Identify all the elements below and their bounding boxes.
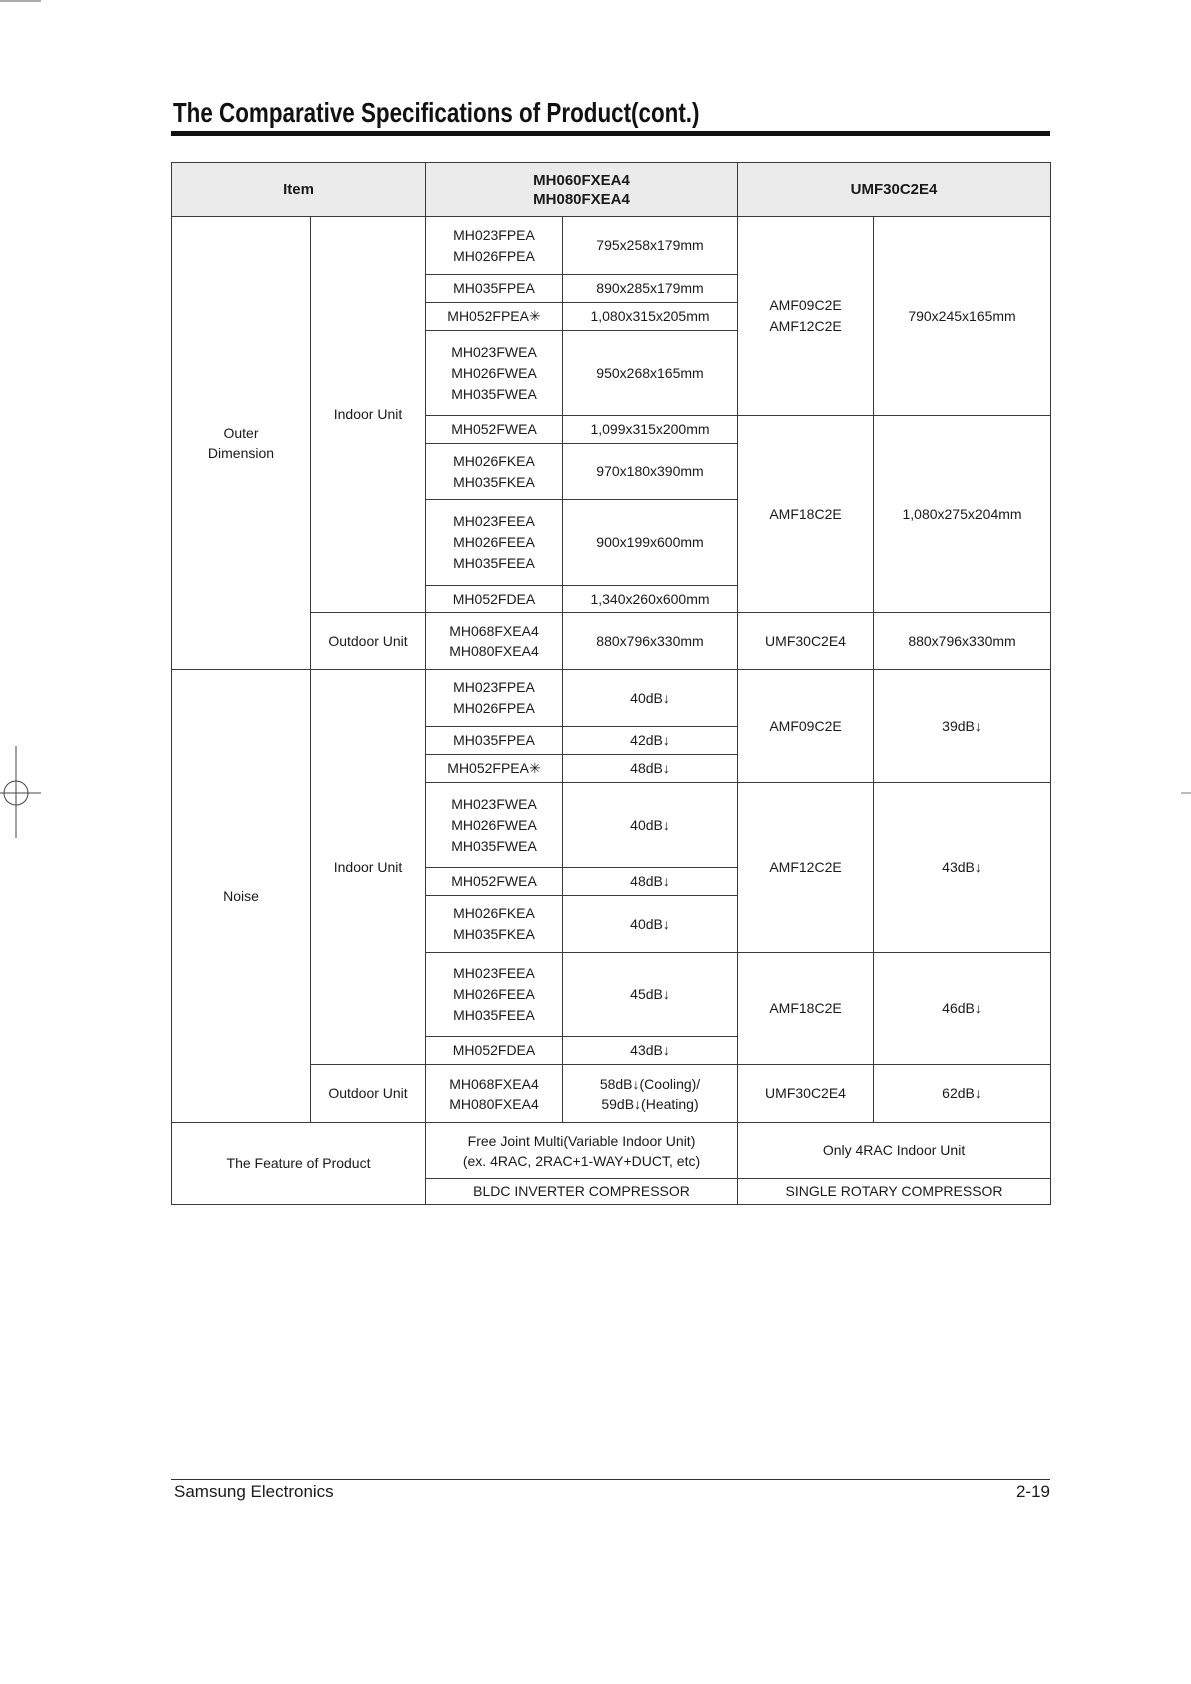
samsung-dimension-cell: 890x285x179mm (563, 275, 738, 303)
samsung-dimension-cell: 970x180x390mm (563, 444, 738, 500)
competitor-noise-cell: 43dB↓ (874, 783, 1051, 953)
samsung-dimension-cell: 1,080x315x205mm (563, 303, 738, 331)
competitor-model-cell: UMF30C2E4 (738, 613, 874, 670)
samsung-model-cell: MH023FWEA MH026FWEA MH035FWEA (426, 331, 563, 416)
samsung-model-cell: MH052FWEA (426, 416, 563, 444)
table-row (172, 217, 1051, 275)
samsung-dimension-cell: 1,099x315x200mm (563, 416, 738, 444)
header-item: Item (172, 163, 426, 217)
samsung-model-cell: MH026FKEA MH035FKEA (426, 444, 563, 500)
samsung-noise-cell: 40dB↓ (563, 783, 738, 868)
competitor-dimension-cell: 790x245x165mm (874, 217, 1051, 416)
unit-type-label-outdoor: Outdoor Unit (311, 1065, 426, 1123)
samsung-dimension-cell: 1,340x260x600mm (563, 586, 738, 613)
footer-page-number: 2-19 (1015, 1482, 1050, 1501)
samsung-model-cell: MH052FWEA (426, 868, 563, 896)
samsung-model-cell: MH023FEEA MH026FEEA MH035FEEA (426, 500, 563, 586)
samsung-model-cell: MH023FEEA MH026FEEA MH035FEEA (426, 953, 563, 1037)
competitor-noise-cell: 62dB↓ (874, 1065, 1051, 1123)
samsung-dimension-cell: 900x199x600mm (563, 500, 738, 586)
competitor-noise-cell: 39dB↓ (874, 670, 1051, 783)
unit-type-label-indoor: Indoor Unit (311, 670, 426, 1065)
samsung-noise-cell: 40dB↓ (563, 896, 738, 953)
table-row (172, 670, 1051, 727)
samsung-model-cell: MH052FPEA✳ (426, 303, 563, 331)
header-competitor-model: UMF30C2E4 (738, 163, 1051, 217)
samsung-feature-cell: Free Joint Multi(Variable Indoor Unit) (ex. 4RAC, 2RAC+1-WAY+DUCT, etc) (426, 1123, 738, 1179)
samsung-model-cell: MH023FPEA MH026FPEA (426, 670, 563, 727)
competitor-feature-cell: SINGLE ROTARY COMPRESSOR (738, 1179, 1051, 1205)
samsung-noise-cell: 43dB↓ (563, 1037, 738, 1065)
samsung-model-cell: MH026FKEA MH035FKEA (426, 896, 563, 953)
samsung-model-cell: MH023FPEA MH026FPEA (426, 217, 563, 275)
samsung-noise-cell: 42dB↓ (563, 727, 738, 755)
samsung-dimension-cell: 880x796x330mm (563, 613, 738, 670)
section-label-feature: The Feature of Product (172, 1123, 426, 1205)
table-header-row (172, 163, 1051, 217)
samsung-model-cell: MH052FPEA✳ (426, 755, 563, 783)
footer-publisher: Samsung Electronics (174, 1482, 334, 1501)
samsung-dimension-cell: 950x268x165mm (563, 331, 738, 416)
table-row (172, 1123, 1051, 1179)
samsung-model-cell: MH023FWEA MH026FWEA MH035FWEA (426, 783, 563, 868)
competitor-model-cell: AMF18C2E (738, 953, 874, 1065)
page-title: The Comparative Specifications of Product(cont.) (173, 97, 700, 128)
samsung-feature-cell: BLDC INVERTER COMPRESSOR (426, 1179, 738, 1205)
competitor-model-cell: AMF12C2E (738, 783, 874, 953)
samsung-noise-cell: 58dB↓(Cooling)/ 59dB↓(Heating) (563, 1065, 738, 1123)
samsung-noise-cell: 48dB↓ (563, 868, 738, 896)
section-label-outer-dimension (172, 217, 311, 670)
samsung-noise-cell: 48dB↓ (563, 755, 738, 783)
samsung-model-cell: MH035FPEA (426, 727, 563, 755)
registration-mark-left (0, 746, 41, 838)
competitor-noise-cell: 46dB↓ (874, 953, 1051, 1065)
competitor-dimension-cell: 1,080x275x204mm (874, 416, 1051, 613)
spec-comparison-table (171, 162, 1051, 1205)
competitor-feature-cell: Only 4RAC Indoor Unit (738, 1123, 1051, 1179)
section-label-noise: Noise (172, 670, 311, 1123)
samsung-model-cell: MH052FDEA (426, 1037, 563, 1065)
samsung-dimension-cell: 795x258x179mm (563, 217, 738, 275)
competitor-model-cell: AMF09C2E AMF12C2E (738, 217, 874, 416)
samsung-model-cell: MH068FXEA4 MH080FXEA4 (426, 1065, 563, 1123)
title-underline (171, 131, 1050, 136)
samsung-noise-cell: 45dB↓ (563, 953, 738, 1037)
header-samsung-models: MH060FXEA4 MH080FXEA4 (426, 163, 738, 217)
section-label-text: Outer Dimension (207, 424, 275, 461)
samsung-noise-cell: 40dB↓ (563, 670, 738, 727)
samsung-model-cell: MH035FPEA (426, 275, 563, 303)
unit-type-label-outdoor: Outdoor Unit (311, 613, 426, 670)
competitor-model-cell: UMF30C2E4 (738, 1065, 874, 1123)
competitor-model-cell: AMF09C2E (738, 670, 874, 783)
competitor-model-cell: AMF18C2E (738, 416, 874, 613)
samsung-model-cell: MH068FXEA4 MH080FXEA4 (426, 613, 563, 670)
unit-type-label-indoor: Indoor Unit (311, 217, 426, 613)
samsung-model-cell: MH052FDEA (426, 586, 563, 613)
competitor-dimension-cell: 880x796x330mm (874, 613, 1051, 670)
